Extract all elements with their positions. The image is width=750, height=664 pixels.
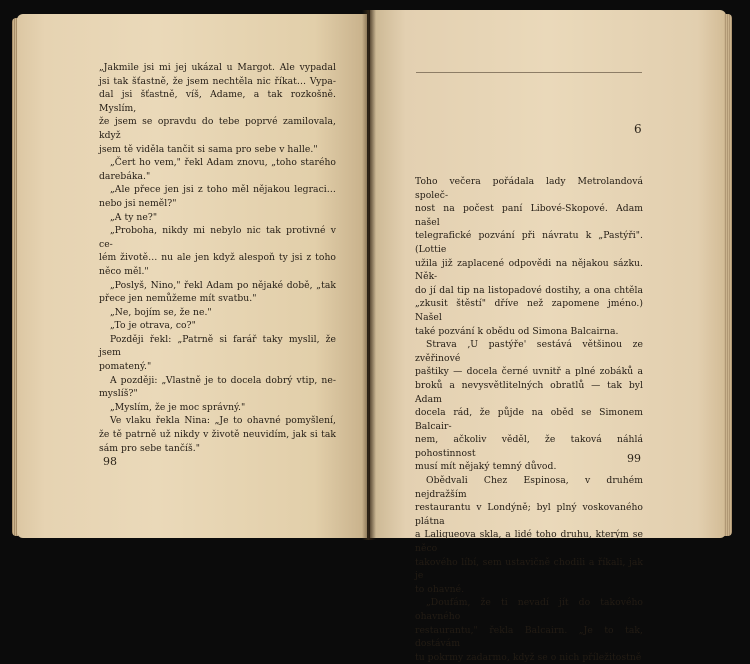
text-line: „Ale přece jen jsi z toho měl nějakou legraci… xyxy=(110,184,336,196)
text-line: jsem tě viděla tančit si sama pro sebe v halle." xyxy=(99,143,318,155)
text-line: jsi tak šťastně, že jsem nechtěla nic říkat… Vypa- xyxy=(99,75,336,87)
text-line: „zkusit štěstí" dříve než zapomene jméno.) Našel xyxy=(415,298,643,323)
text-line: také pozvání k obědu od Simona Balcairna. xyxy=(415,325,619,337)
text-line: docela rád, že půjde na oběd se Simonem Balcair- xyxy=(415,407,643,432)
text-line: „Myslím, že je moc správný." xyxy=(110,401,246,413)
text-line: Obědvali Chez Espinosa, v druhém nejdražším xyxy=(415,475,643,500)
text-line: telegrafické pozvání při návratu k „Pastýři". (Lottie xyxy=(415,230,643,255)
text-line: musí mít nějaký temný důvod. xyxy=(415,461,557,473)
chapter-rule xyxy=(416,72,642,73)
text-line: Strava ‚U pastýře' sestává většinou ze zvěřinové xyxy=(415,339,643,364)
right-page-edges xyxy=(724,14,732,536)
text-line: tu pokrmy zadarmo, když se o nich příležitostně xyxy=(415,651,642,663)
text-line: „A ty ne?" xyxy=(110,211,158,223)
right-page-text xyxy=(415,175,643,664)
text-line: A později: „Vlastně je to docela dobrý vtip, ne- xyxy=(110,374,336,386)
text-line: nebo jsi neměl?" xyxy=(99,197,177,209)
text-line: něco měl." xyxy=(99,265,149,277)
text-line: přece jen nemůžeme mít svatbu." xyxy=(99,293,257,305)
text-line: „To je otrava, co?" xyxy=(110,320,196,332)
text-line: takového líbí, sem ustavičně chodili a říkali, jak je xyxy=(415,556,643,582)
text-line: nem, ačkoliv věděl, že taková náhlá pohostinnost xyxy=(415,434,643,459)
text-line: darebáka." xyxy=(99,170,151,182)
text-line: myslíš?" xyxy=(99,388,138,400)
text-line: Toho večera pořádala lady Metrolandová společ- xyxy=(415,176,643,201)
text-line: že jsem se opravdu do tebe poprvé zamilovala, když xyxy=(99,116,336,141)
text-line: sám pro sebe tančíš." xyxy=(99,442,201,454)
text-line: pomatený." xyxy=(99,361,152,373)
text-line: restaurantu v Londýně; byl plný voskovaného plátna xyxy=(415,502,643,527)
page-number-left: 98 xyxy=(103,455,117,468)
chapter-number: 6 xyxy=(634,122,642,136)
text-line: „Proboha, nikdy mi nebylo nic tak protivné v ce- xyxy=(99,225,336,250)
text-line: „Čert ho vem," řekl Adam znovu, „toho starého xyxy=(110,157,336,169)
text-line: a Laliqueova skla, a lidé toho druhu, kterým se něco xyxy=(415,529,643,555)
text-line: Ve vlaku řekla Nina: „Je to ohavné pomyšlení, xyxy=(110,415,336,427)
text-line: „Jakmile jsi mi jej ukázal u Margot. Ale vypadal xyxy=(99,62,336,73)
text-line: že tě patrně už nikdy v životě neuvidím, jak si tak xyxy=(99,429,336,441)
text-line: nost na počest paní Libové-Skopové. Adam našel xyxy=(415,203,643,228)
text-line: „Doufám, že ti nevadí jít do takového ohavného xyxy=(415,597,643,622)
text-line: Později řekl: „Patrně si farář taky myslil, že jsem xyxy=(99,333,336,359)
text-line: „Poslyš, Nino," řekl Adam po nějaké době, „tak xyxy=(110,279,336,291)
text-line: to ohavné. xyxy=(415,583,465,595)
text-line: do jí dal tip na listopadové dostihy, a ona chtěla xyxy=(415,284,643,296)
text-line: „Ne, bojím se, že ne." xyxy=(110,306,212,318)
text-line: paštiky — docela černé uvnitř a plné zobáků a xyxy=(415,366,643,378)
text-line: dal jsi šťastně, víš, Adame, a tak rozkošně. Myslím, xyxy=(99,89,336,114)
text-line: užila již zaplacené odpovědi na nějakou sázku. Něk- xyxy=(415,257,643,283)
text-line: restaurantu," řekla Balcairn. „Je to tak, dostávám xyxy=(415,624,643,650)
book-gutter xyxy=(362,10,376,540)
text-line: lém životě… nu ale jen když alespoň ty jsi z toho xyxy=(99,252,336,264)
text-line: broků a nevysvětlitelných obratlů — tak byl Adam xyxy=(415,379,643,405)
page-number-right: 99 xyxy=(627,452,641,465)
left-page-text xyxy=(99,61,336,455)
